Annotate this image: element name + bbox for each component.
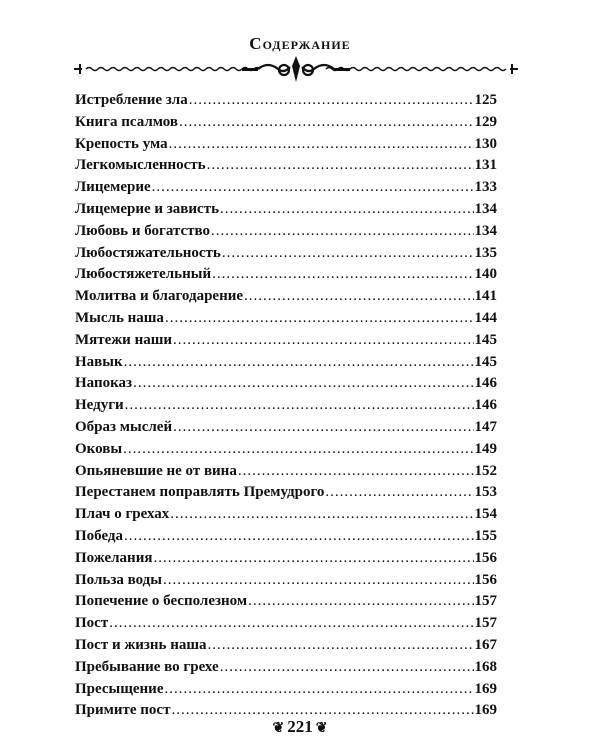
page-title: Содержание [249, 34, 351, 53]
dot-leader [325, 484, 473, 501]
toc-entry[interactable] [75, 681, 497, 703]
dot-leader [208, 637, 474, 654]
toc-entry[interactable] [75, 223, 497, 245]
dot-leader [173, 332, 473, 349]
dot-leader [244, 288, 473, 305]
toc-entry-title: Легкомысленность [75, 157, 206, 174]
toc-entry[interactable] [75, 572, 497, 594]
dot-leader [125, 397, 474, 414]
dot-leader [153, 550, 473, 567]
toc-entry-title: Навык [75, 353, 123, 370]
toc-entry[interactable] [75, 397, 497, 419]
toc-entry-page: 157 [474, 593, 497, 610]
dot-leader [123, 441, 473, 458]
toc-entry[interactable] [75, 201, 497, 223]
toc-entry[interactable] [75, 506, 497, 528]
ornament-left-icon: ❦ [272, 721, 285, 736]
toc-entry[interactable] [75, 310, 497, 332]
dot-leader [173, 419, 473, 436]
toc-entry[interactable] [75, 114, 497, 136]
dot-leader [152, 179, 474, 196]
toc-entry-page: 149 [474, 440, 497, 457]
toc-entry-title: Пост и жизнь наша [75, 636, 207, 653]
toc-entry-title: Молитва и благодарение [75, 288, 244, 305]
toc-entry-page: 145 [474, 353, 497, 370]
dot-leader [109, 615, 473, 632]
toc-entry-page: 135 [474, 244, 497, 261]
dot-leader [165, 310, 474, 327]
toc-entry-page: 169 [474, 680, 497, 697]
toc-entry-page: 133 [474, 179, 497, 196]
toc-entry[interactable] [75, 637, 497, 659]
toc-entry[interactable] [75, 288, 497, 310]
dot-leader [163, 572, 474, 589]
toc-entry[interactable] [75, 419, 497, 441]
toc-entry-page: 152 [474, 462, 497, 479]
toc-entry-page: 141 [474, 288, 497, 305]
toc-entry[interactable] [75, 245, 497, 267]
toc-entry-title: Плач о грехах [75, 506, 170, 523]
toc-entry-title: Образ мыслей [75, 418, 173, 435]
ornament-right-icon: ❦ [315, 721, 328, 736]
toc-entry-title: Напоказ [75, 375, 133, 392]
dot-leader [211, 223, 473, 240]
toc-entry-page: 167 [474, 636, 497, 653]
dot-leader [133, 375, 473, 392]
toc-entry[interactable] [75, 659, 497, 681]
toc-entry-page: 134 [474, 200, 497, 217]
toc-entry-page: 154 [474, 506, 497, 523]
toc-entry[interactable] [75, 375, 497, 397]
toc-entry-title: Любостяжетельный [75, 266, 212, 283]
toc-entry[interactable] [75, 354, 497, 376]
toc-entry[interactable] [75, 615, 497, 637]
toc-entry[interactable] [75, 550, 497, 572]
toc-entry-title: Крепость ума [75, 135, 168, 152]
toc-entry-title: Пост [75, 615, 109, 632]
toc-entry[interactable] [75, 593, 497, 615]
toc-entry-page: 145 [474, 331, 497, 348]
toc-entry[interactable] [75, 136, 497, 158]
toc-entry-page: 125 [474, 92, 497, 108]
ornamental-divider-icon [72, 56, 520, 82]
dot-leader [220, 659, 474, 676]
toc-entry-title: Попечение о бесполезном [75, 593, 248, 610]
dot-leader [248, 593, 473, 610]
toc-entry-page: 130 [474, 135, 497, 152]
toc-entry-title: Мятежи наши [75, 331, 173, 348]
toc-entry-page: 134 [474, 222, 497, 239]
toc-entry[interactable] [75, 463, 497, 485]
dot-leader [222, 245, 474, 262]
toc-entry-title: Оковы [75, 440, 123, 457]
toc-entry-title: Лицемерие и зависть [75, 200, 220, 217]
toc-entry-page: 140 [474, 266, 497, 283]
page-number [0, 717, 600, 737]
dot-leader [124, 354, 474, 371]
table-of-contents [75, 92, 497, 724]
toc-entry-title: Истребление зла [75, 92, 188, 108]
toc-entry-page: 157 [474, 615, 497, 632]
toc-entry-title: Любовь и богатство [75, 222, 211, 239]
dot-leader [189, 92, 474, 109]
dot-leader [169, 136, 474, 153]
toc-entry-title: Недуги [75, 397, 124, 414]
toc-entry-title: Примите пост [75, 702, 171, 719]
dot-leader [170, 506, 473, 523]
toc-entry-title: Опьяневшие не от вина [75, 462, 237, 479]
toc-entry-page: 156 [474, 549, 497, 566]
toc-entry-page: 153 [474, 484, 497, 501]
toc-entry[interactable] [75, 332, 497, 354]
toc-entry-page: 147 [474, 418, 497, 435]
toc-entry[interactable] [75, 157, 497, 179]
toc-entry-page: 129 [474, 113, 497, 130]
dot-leader [124, 528, 473, 545]
toc-entry-page: 156 [474, 571, 497, 588]
dot-leader [164, 681, 473, 698]
toc-entry-page: 169 [474, 702, 497, 719]
toc-entry[interactable] [75, 92, 497, 114]
toc-entry-title: Пресыщение [75, 680, 164, 697]
dot-leader [179, 114, 473, 131]
dot-leader [207, 157, 474, 174]
toc-entry[interactable] [75, 441, 497, 463]
toc-entry-title: Победа [75, 527, 124, 544]
dot-leader [238, 463, 474, 480]
toc-entry-title: Книга псалмов [75, 113, 179, 130]
toc-entry[interactable] [75, 528, 497, 550]
dot-leader [212, 266, 473, 283]
toc-entry-page: 168 [474, 658, 497, 675]
toc-entry-title: Мысль наша [75, 309, 164, 326]
toc-entry-page: 144 [474, 309, 497, 326]
toc-entry-page: 155 [474, 527, 497, 544]
toc-entry-title: Польза воды [75, 571, 162, 588]
toc-entry-title: Пожелания [75, 549, 153, 566]
toc-entry[interactable] [75, 179, 497, 201]
page-number-text: 221 [287, 717, 313, 736]
toc-entry-page: 146 [474, 397, 497, 414]
toc-entry-title: Лицемерие [75, 179, 151, 196]
toc-entry-title: Пребывание во грехе [75, 658, 219, 675]
toc-entry-title: Перестанем поправлять Премудрого [75, 484, 325, 501]
toc-entry-page: 146 [474, 375, 497, 392]
dot-leader [220, 201, 473, 218]
toc-entry[interactable] [75, 484, 497, 506]
toc-entry-page: 131 [474, 157, 497, 174]
toc-entry[interactable] [75, 266, 497, 288]
toc-entry-title: Любостяжательность [75, 244, 221, 261]
